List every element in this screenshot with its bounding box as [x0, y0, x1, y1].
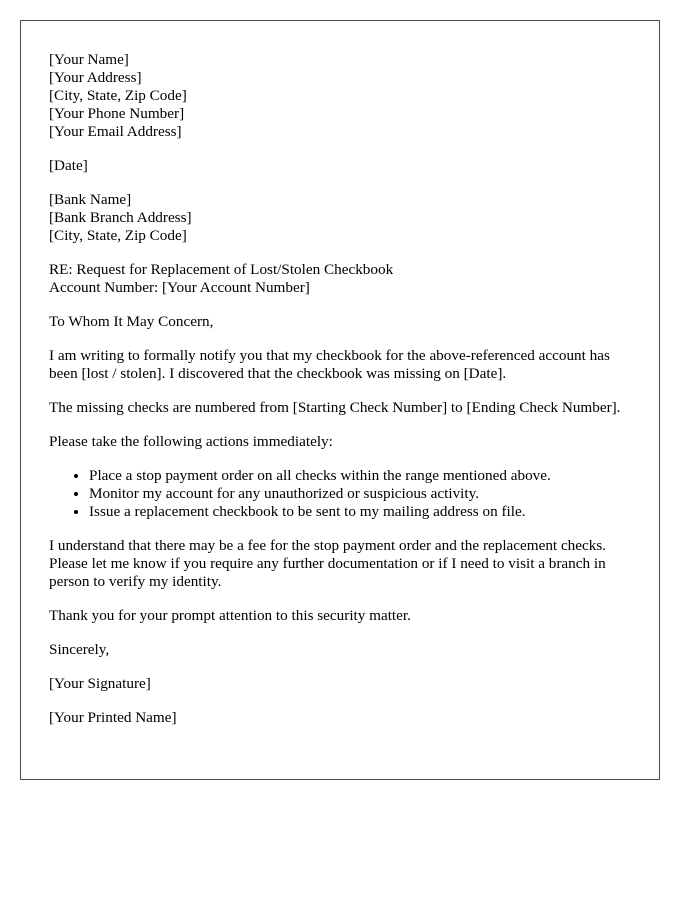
salutation: To Whom It May Concern,	[49, 313, 214, 330]
signature: [Your Signature]	[49, 675, 151, 692]
date-block	[49, 157, 631, 175]
closing: Sincerely,	[49, 641, 110, 658]
letter-date: [Date]	[49, 157, 88, 174]
list-item: • Monitor my account for any unauthorized or suspicious activity.	[89, 485, 631, 503]
sender-name: [Your Name]	[49, 51, 129, 68]
letter-page	[20, 20, 660, 780]
body-paragraph-4: I understand that there may be a fee for the stop payment order and the replacement checks. Please let me know if you require any further documentation or if I need to visit a branch in person to verify my identity.	[49, 537, 607, 590]
sender-address: [Your Address]	[49, 69, 142, 86]
recipient-bank-name: [Bank Name]	[49, 191, 132, 208]
recipient-city-state-zip: [City, State, Zip Code]	[49, 227, 187, 244]
body-paragraph-1: I am writing to formally notify you that my checkbook for the above-referenced account has been [lost / stolen]. I discovered that the checkbook was missing on [Date].	[49, 347, 610, 382]
printed-name: [Your Printed Name]	[49, 709, 177, 726]
body-paragraph-2: The missing checks are numbered from [Starting Check Number] to [Ending Check Number].	[49, 399, 621, 416]
recipient-block	[49, 191, 631, 245]
subject-line: RE: Request for Replacement of Lost/Stolen Checkbook	[49, 261, 394, 278]
subject-block	[49, 261, 631, 297]
sender-phone: [Your Phone Number]	[49, 105, 185, 122]
sender-city-state-zip: [City, State, Zip Code]	[49, 87, 187, 104]
body-paragraph-5: Thank you for your prompt attention to this security matter.	[49, 607, 411, 624]
sender-email: [Your Email Address]	[49, 123, 182, 140]
list-item: • Place a stop payment order on all checks within the range mentioned above.	[89, 467, 631, 485]
account-number-line: Account Number: [Your Account Number]	[49, 279, 310, 296]
actions-list	[49, 467, 631, 521]
recipient-branch-address: [Bank Branch Address]	[49, 209, 192, 226]
sender-block	[49, 51, 631, 141]
body-paragraph-3: Please take the following actions immediately:	[49, 433, 333, 450]
list-item: • Issue a replacement checkbook to be sent to my mailing address on file.	[89, 503, 631, 521]
